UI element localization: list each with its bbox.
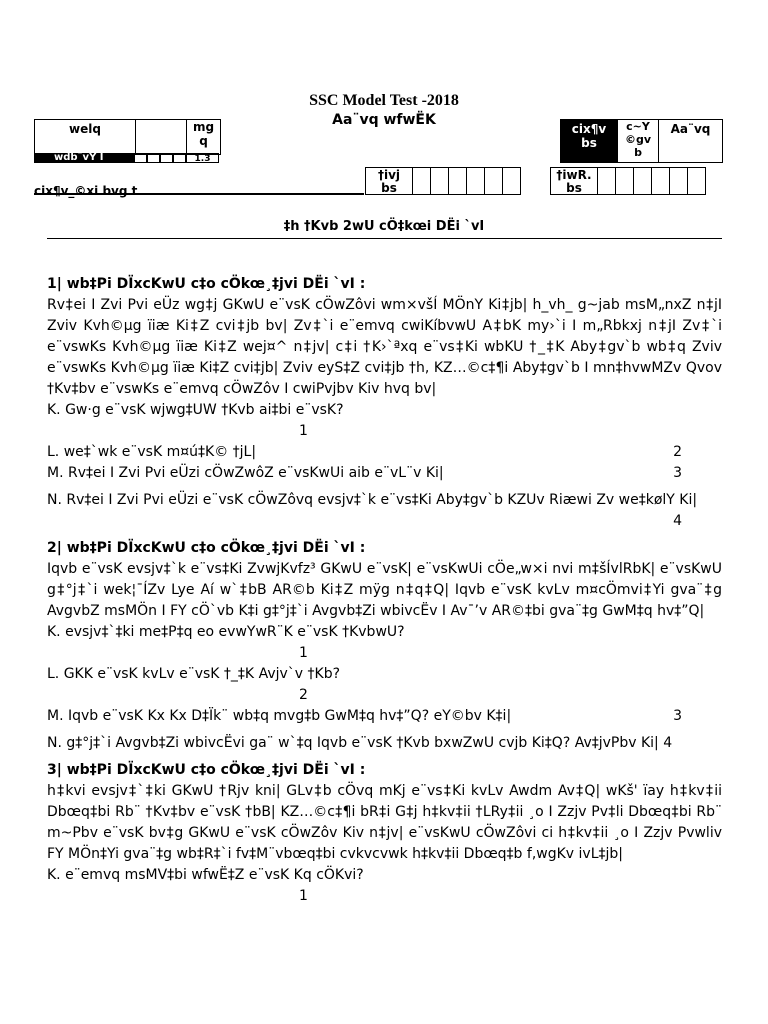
set-box (560, 119, 723, 163)
subject-code-value: 1.3 (186, 153, 219, 163)
part-mark: 3 (673, 465, 682, 481)
question-part (47, 733, 722, 754)
part-text: N. Rv‡ei I Zvi Pvi eÜzi e¨vsK cÖwZôvq evsjv‡`k e¨vs‡Ki Aby‡gv`b KZUv Riæwi Zv we‡kølY Ki| (47, 492, 698, 508)
code-square (147, 153, 160, 163)
divider (47, 238, 722, 239)
code-square (160, 153, 173, 163)
part-mark: 4 (673, 513, 682, 529)
candidate-name-label: cix¶v_©xi bvg t (34, 184, 138, 198)
part-text: M. Iqvb e¨vsK Kx Kx D‡Ïk¨ wb‡q mvg‡b GwM‡q hv‡”Q? eY©bv K‡i| (47, 708, 512, 724)
reg-digit-box[interactable] (597, 167, 616, 195)
code-square (173, 153, 186, 163)
subject-blank-cell (135, 119, 187, 155)
question-part (47, 490, 722, 511)
part-text: N. g‡°j‡`i Avgvb‡Zi wbivcËvi ga¨ w`‡q Iqvb e¨vsK †Kvb bxwZwU cvjb Ki‡Q? Av‡jvPbv Ki| 4 (47, 735, 673, 751)
reg-digit-box[interactable] (633, 167, 652, 195)
chapter-label: Aa¨vq (658, 119, 723, 163)
registration-label: †iwR. bs (550, 167, 598, 195)
question-stem: Iqvb e¨vsK evsjv‡`k e¨vs‡Ki ZvwjKvfz³ GKwU e¨vsK| e¨vsKwUi cÖe„w×i nvi m‡šÍvlRbK| e¨vsKwU g‡°j‡`i wek¦¯ÍZv Lye Aí w`‡bB AR©b Ki‡Z mÿg n‡q‡Q| Iqvb e¨vsK kvLv m¤cÖmvi‡Yi gva¨‡g AvgvbZ msMÖn I FY cÖ`vb K‡i g‡°j‡`i Avgvb‡Zi wbivcËv I Av¯’v AR©‡bi gva¨‡g GwM‡q hv‡”Q| (47, 561, 722, 619)
roll-digit-box[interactable] (466, 167, 485, 195)
roll-digit-box[interactable] (484, 167, 503, 195)
roll-digit-box[interactable] (412, 167, 431, 195)
question-part (47, 622, 722, 643)
part-text: K. e¨emvq msMV‡bi wfwË‡Z e¨vsK Kq cÖKvi? (47, 867, 364, 883)
roll-label: †ivj bs (365, 167, 413, 195)
part-text: M. Rv‡ei I Zvi Pvi eÜzi cÖwZwôZ e¨vsKwUi aib e¨vL¨v Ki| (47, 465, 444, 481)
part-text: L. GKK e¨vsK kvLv e¨vsK †_‡K Avjv`v †Kb? (47, 666, 341, 682)
reg-digit-box[interactable] (687, 167, 706, 195)
part-mark: 2 (299, 687, 308, 703)
roll-digit-box[interactable] (448, 167, 467, 195)
question-heading: 3| wb‡Pi DÏxcKwU c‡o cÖkœ¸‡jvi DËi `vI : (47, 762, 366, 778)
roll-digit-box[interactable] (502, 167, 521, 195)
subject-name-cell: wdb¨vÝ I (34, 153, 134, 163)
questions (47, 274, 722, 907)
part-text: K. evsjv‡`‡ki me‡P‡q eo evwYwR¨K e¨vsK †KvbwU? (47, 624, 405, 640)
instructions: ‡h †Kvb 2wU cÖ‡kœi DËi `vI (283, 219, 485, 234)
part-text: L. we‡`wk e¨vsK m¤ú‡K© †jL| (47, 444, 257, 460)
registration-number-row (550, 167, 706, 195)
roll-number-row (365, 167, 521, 195)
full-marks-label: c~Y ©gv b (617, 119, 659, 163)
question-part (47, 865, 722, 886)
subject-code-bar (34, 153, 219, 163)
question-part (47, 400, 722, 421)
part-mark: 1 (299, 888, 308, 904)
reg-digit-box[interactable] (651, 167, 670, 195)
code-square (134, 153, 147, 163)
subject-code-label: mg q (186, 119, 221, 155)
question-part (47, 664, 722, 685)
exam-subtitle: Aa¨vq wfwËK (332, 112, 436, 128)
roll-digit-box[interactable] (430, 167, 449, 195)
question-heading: 1| wb‡Pi DÏxcKwU c‡o cÖkœ¸‡jvi DËi `vI : (47, 276, 366, 292)
subject-label: welq (34, 119, 136, 155)
question-heading: 2| wb‡Pi DÏxcKwU c‡o cÖkœ¸‡jvi DËi `vI : (47, 540, 366, 556)
set-number-label: cix¶v bs (560, 119, 618, 163)
question-stem: h‡kvi evsjv‡`‡ki GKwU †Rjv kni| GLv‡b cÖvq mKj e¨vs‡Ki kvLv Awdm Av‡Q| wKš' ïay h‡kv‡ii Dbœq‡bi Rb¨ †Kv‡bv e¨vsK †bB| KZ…©c‡¶i bR‡i G‡j h‡kv‡ii †LRy‡ii ¸o I Zzjv Pv‡li Dbœq‡bi Rb¨ m~Pbv e¨vsK bv‡g GKwU e¨vsK cÖwZôv Kiv n‡jv| e¨vsKwU cÖwZôvi ci h‡kv‡ii ¸o I Zzjv Pvwliv FY MÖn‡Yi gva¨‡g wb‡R‡`i fv‡M¨vbœq‡bi cvkvcvwk h‡kv‡ii Dbœq‡b f‚wgKv ivL‡jb| (47, 783, 722, 862)
exam-title: SSC Model Test -2018 (309, 92, 459, 109)
part-mark: 1 (299, 423, 308, 439)
part-text: K. Gw·g e¨vsK wjwg‡UW †Kvb ai‡bi e¨vsK? (47, 402, 344, 418)
reg-digit-box[interactable] (669, 167, 688, 195)
part-mark: 2 (673, 444, 682, 460)
reg-digit-box[interactable] (615, 167, 634, 195)
candidate-name-line (34, 193, 364, 195)
question-part (47, 442, 722, 463)
question-part (47, 463, 722, 484)
part-mark: 3 (673, 708, 682, 724)
part-mark: 1 (299, 645, 308, 661)
question-stem: Rv‡ei I Zvi Pvi eÜz wg‡j GKwU e¨vsK cÖwZôvi wm×všÍ MÖnY Ki‡jb| h_vh_ g~jab msM„nxZ n‡jI Zviv Kvh©µg ïiæ Ki‡Z cvi‡jb bv| Zv‡`i e¨emvq cwiKíbvwU A‡bK my›`i I m„Rbkxj n‡jI Zv‡`i e¨vswKs Kvh©µg ïiæ Ki‡Z wej¤^ n‡jv| c‡i †K›`ªxq e¨vs‡Ki wbKU †_‡K Aby‡gv`b wb‡q Zviv e¨vswKs Kvh©µg ïiæ Ki‡Z cvi‡jb| Zviv eyS‡Z cvi‡jb †h, KZ…©c‡¶i Aby‡gv`b I mn‡hvwMZv Qvov †Kv‡bv e¨vswKs e¨emvq cÖwZôv I cwiPvjbv Kiv hvq bv| (47, 297, 722, 397)
question-part (47, 706, 722, 727)
question-part-mark-row (47, 511, 722, 532)
